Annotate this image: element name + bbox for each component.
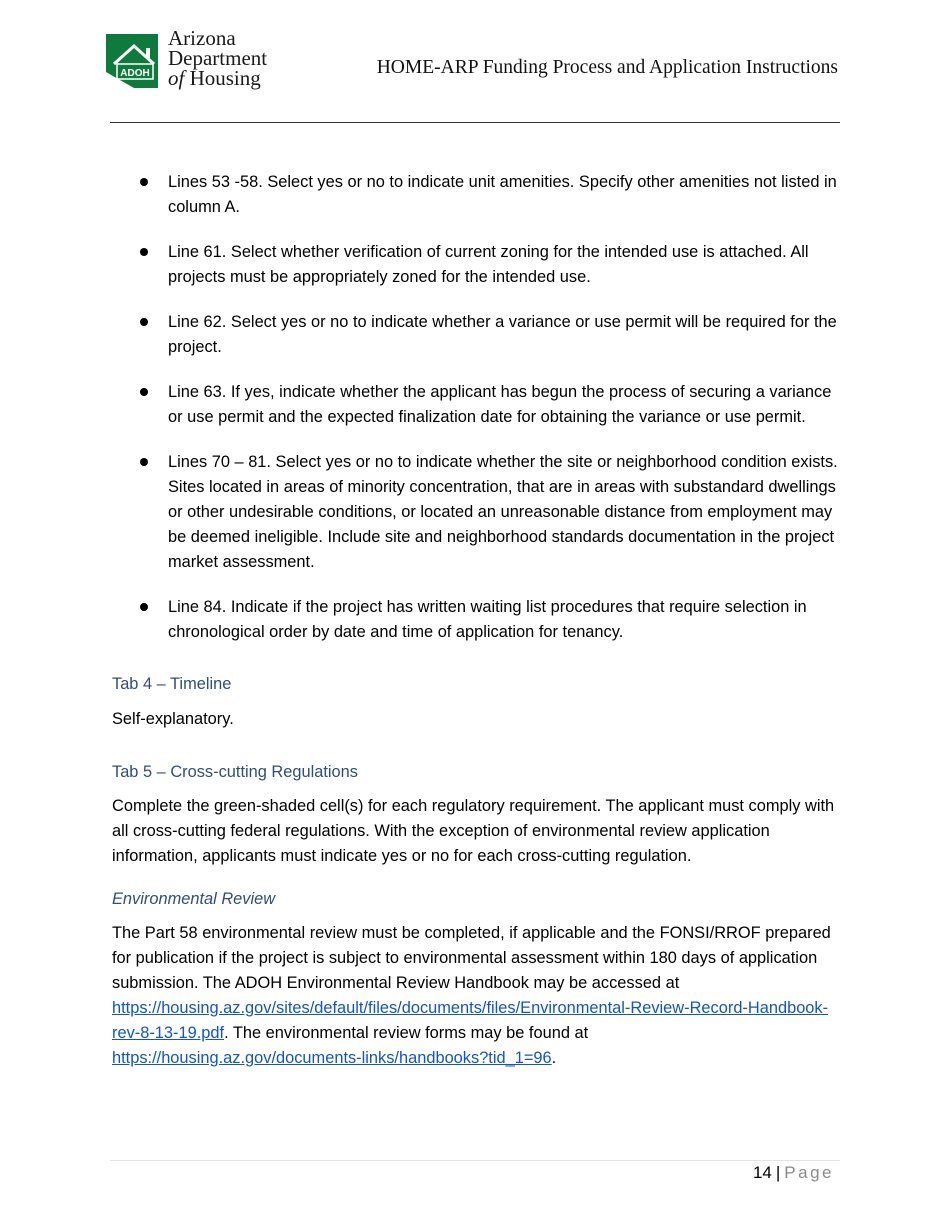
tab4-text: Self-explanatory. (112, 710, 234, 728)
logo-line-2: Department (168, 46, 268, 70)
logo-badge-text: ADOH (120, 68, 150, 79)
environmental-review-heading: Environmental Review (112, 890, 276, 908)
list-item-text: Lines 53 -58. Select yes or no to indicate unit amenities. Specify other amenities not listed in column A. (168, 173, 837, 216)
list-item (112, 310, 842, 360)
logo-line-3-rest: Housing (184, 66, 261, 90)
tab5-text: Complete the green-shaded cell(s) for each regulatory requirement. The applicant must comply with all cross-cutting federal regulations. With the exception of environmental review application information, applicants must indicate yes or no for each cross-cutting regulation. (112, 797, 835, 865)
env-text-2: . The environmental review forms may be found at (224, 1024, 589, 1042)
env-forms-link[interactable]: https://housing.az.gov/documents-links/handbooks?tid_1=96 (112, 1049, 552, 1067)
bullet-icon (140, 178, 148, 186)
page-number-separator: | (775, 1163, 781, 1182)
header-divider (110, 122, 840, 123)
logo-line-1: Arizona (168, 26, 236, 50)
bullet-icon (140, 603, 148, 611)
arizona-house-logo-icon (104, 32, 160, 90)
list-item (112, 380, 842, 430)
page-number (753, 1161, 834, 1185)
page-content (112, 170, 842, 1071)
bullet-icon (140, 248, 148, 256)
list-item (112, 595, 842, 645)
page-number-value: 14 (752, 1163, 772, 1182)
list-item (112, 170, 842, 220)
tab5-heading: Tab 5 – Cross-cutting Regulations (112, 763, 358, 781)
list-item-text: Line 61. Select whether verification of current zoning for the intended use is attached. All projects must be appropriately zoned for the intended use. (168, 243, 809, 286)
logo-line-3 (168, 68, 267, 88)
adoh-logo (104, 26, 284, 92)
page-label: Page (784, 1163, 834, 1182)
footer-divider (110, 1160, 840, 1161)
env-text-1: The Part 58 environmental review must be completed, if applicable and the FONSI/RROF prepared for publication if the project is subject to environmental assessment within 180 days of application submission. The ADOH Environmental Review Handbook may be accessed at (112, 924, 831, 992)
logo-line-3-prefix: of (168, 66, 185, 90)
list-item-text: Line 62. Select yes or no to indicate whether a variance or use permit will be required for the project. (168, 313, 837, 356)
list-item-text: Lines 70 – 81. Select yes or no to indicate whether the site or neighborhood condition exists. Sites located in areas of minority concentration, that are in areas with substandard dwellings or other undesirable conditions, or located an unreasonable distance from employment may be deemed ineligible. Include site and neighborhood standards documentation in the project market assessment. (168, 453, 838, 571)
bullet-icon (140, 388, 148, 396)
list-item-text: Line 63. If yes, indicate whether the applicant has begun the process of securing a variance or use permit and the expected finalization date for obtaining the variance or use permit. (168, 383, 832, 426)
list-item (112, 240, 842, 290)
header-title: HOME-ARP Funding Process and Application Instructions (376, 57, 838, 78)
instruction-list (112, 170, 842, 645)
list-item (112, 450, 842, 575)
env-text-3: . (551, 1049, 557, 1067)
bullet-icon (140, 318, 148, 326)
bullet-icon (140, 458, 148, 466)
environmental-review-text (112, 921, 842, 1071)
logo-wordmark (168, 28, 267, 88)
list-item-text: Line 84. Indicate if the project has written waiting list procedures that require selection in chronological order by date and time of application for tenancy. (168, 598, 807, 641)
env-handbook-link[interactable]: https://housing.az.gov/sites/default/files/documents/files/Environmental-Review-Record-Handbook-rev-8-13-19.pdf (112, 999, 829, 1042)
tab4-heading: Tab 4 – Timeline (112, 675, 232, 693)
